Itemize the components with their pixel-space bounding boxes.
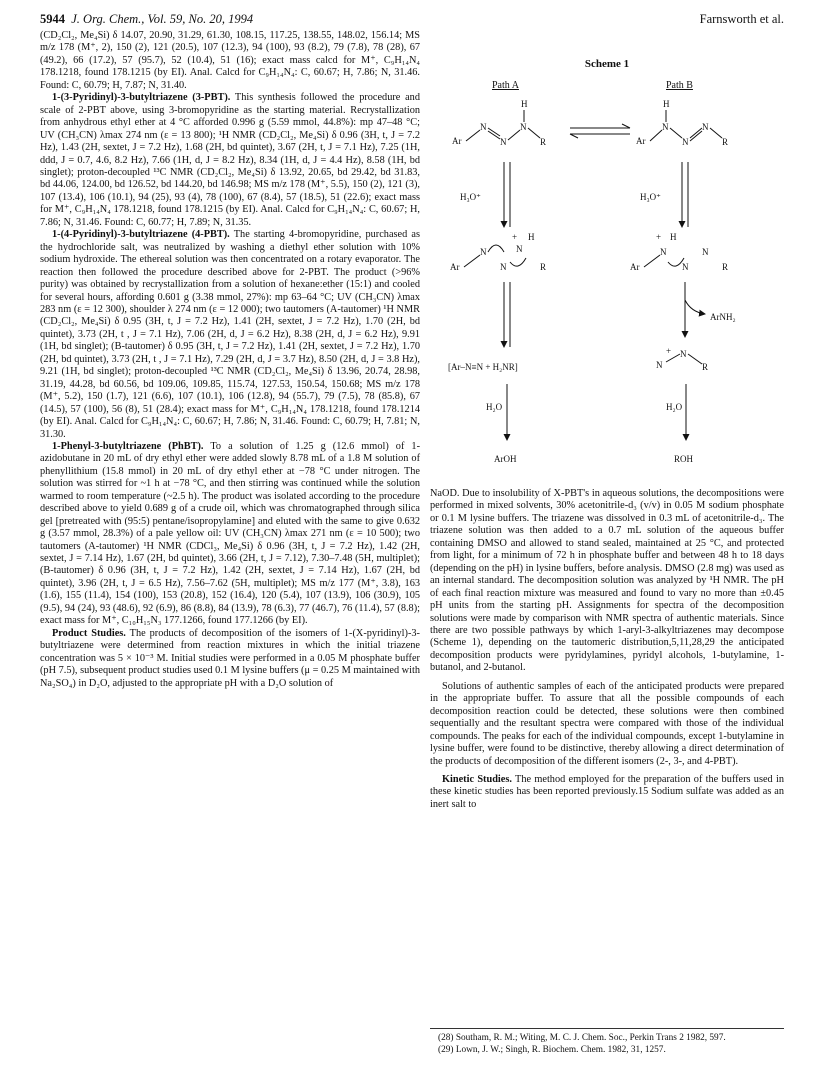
paragraph: Product Studies. The products of decomposition of the isomers of 1-(X-pyridinyl)-3-butyltriazene were determined from reaction mixtures in which the initial triazene concentration was 5 × 10⁻³ M. Initial studies were performed in a 0.05 M phosphate buffer (pH 7.5), subsequent product studies used 0.1 M lysine buffers (μ = 0.25 M maintained with Na₂SO₄) in D₂O, adjusted to the appropriate pH with a D₂O solution of — [40, 627, 420, 689]
svg-text:H: H — [663, 99, 670, 109]
svg-text:R: R — [722, 262, 729, 272]
svg-text:H: H — [670, 232, 677, 242]
svg-text:+: + — [512, 232, 518, 242]
path-b-label: Path B — [666, 80, 693, 91]
product-aroh: ArOH — [494, 454, 517, 464]
page-number: 5944 — [40, 12, 65, 26]
svg-text:N: N — [680, 349, 687, 359]
product-roh: ROH — [674, 454, 694, 464]
svg-text:N: N — [702, 247, 709, 257]
header-authors: Farnsworth et al. — [699, 12, 784, 26]
svg-text:N: N — [500, 262, 507, 272]
svg-text:H: H — [521, 99, 528, 109]
header-left — [40, 12, 253, 27]
svg-text:+: + — [666, 346, 672, 356]
svg-text:N: N — [520, 122, 527, 132]
journal-citation: J. Org. Chem., Vol. 59, No. 20, 1994 — [71, 12, 254, 26]
svg-text:R: R — [702, 362, 709, 372]
diazonium-a: [Ar–N≡N + H₂NR] — [448, 362, 518, 372]
section-heading: Kinetic Studies. — [442, 773, 512, 785]
svg-text:N: N — [682, 137, 689, 147]
protonated-intermediate-a — [450, 232, 546, 272]
svg-text:H: H — [528, 232, 535, 242]
h2o-label-a: H₂O — [486, 402, 503, 412]
paragraph: 1-(4-Pyridinyl)-3-butyltriazene (4-PBT). The starting 4-bromopyridine, purchased as the hydrochloride salt, was neutralized by washing a diethyl ether solution with 10% sodium hydroxide. The ethereal solution was then concentrated on a rotary evaporator. The reaction then followed the procedure described above for 2-PBT. The product (>96% purity) was obtained by recrystallization from a solution of hexane:ether (15:1) and cooled for several hours, affording 0.601 g (3.38 mmol, 27%): mp 63–64 °C; UV (CH₃CN) λmax 283 nm (ε = 12 300), shoulder λ 274 nm (ε = 12 000); two tautomers (A-tautomer) ¹H NMR (CD₂Cl₂, Me₄Si) δ 0.95 (3H, t, J = 7.2 Hz), 1.41 (2H, sextet, J = 7.2 Hz), 1.70 (2H, bd quintet), 3.73 (2H, t , J = 7.1 Hz), 7.06 (2H, d, J = 6.2 Hz), 8.38 (2H, d, J = 6.2 Hz), 9.91 (1H, bd singlet); (B-tautomer) δ 0.95 (3H, t, J = 7.2 Hz), 1.41 (2H, sextet, J = 7.2 Hz), 1.70 (2H, bd quintet), 3.73 (2H, t , J = 7.1 Hz), 7.29 (2H, d, J = 3.7 Hz), 8.50 (2H, d, J = 3.8 Hz), 9.21 (1H, bd singlet); proton-decoupled ¹³C NMR (CD₂Cl₂, Me₄Si) δ 13.96, 20.74, 28.98, 31.19, 44.28, bd 60.56, bd 109.06, 109.85, 115.74, 127.53, 150.54, 150.68; MS m/z 178 (M⁺, 5.2), 150 (1.7), 121 (6.6), 107 (10.1), 106 (12.8), 94 (55.7), 79 (7.5), 78 (85.8), 67 (14.5), 57 (100), 56 (8), 51 (28.4); exact mass for M⁺, C₉H₁₄N₄ 178.1218, found 178.1214 (by EI). Anal. Calcd for C₉H₁₄N₄: C, 60.67; H, 7.86; N, 31.46. Found: C, 60.79; H, 7.81; N, 31.30. — [40, 229, 420, 440]
svg-text:Ar: Ar — [450, 262, 460, 272]
scheme-1-figure — [430, 58, 784, 478]
svg-text:Ar: Ar — [630, 262, 640, 272]
reference-29: (29) Lown, J. W.; Singh, R. Biochem. Chem. 1982, 31, 1257. — [438, 1044, 666, 1055]
svg-text:N: N — [662, 122, 669, 132]
scheme-diagram — [430, 72, 784, 477]
tautomer-a — [452, 99, 546, 147]
svg-text:N: N — [660, 247, 667, 257]
svg-text:N: N — [516, 244, 523, 254]
svg-text:N: N — [480, 122, 487, 132]
reference-28: (28) Southam, R. M.; Witing, M. C. J. Chem. Soc., Perkin Trans 2 1982, 597. — [438, 1033, 726, 1043]
svg-text:Ar: Ar — [636, 136, 646, 146]
paragraph: 1-(3-Pyridinyl)-3-butyltriazene (3-PBT). This synthesis followed the procedure and scale of 2-PBT above, using 3-bromopyridine as the starting material. Recrystallization from anhydrous ethyl ether at 4 °C afforded 0.996 g (5.59 mmol, 44.8%): mp 47–48 °C; UV (CH₃CN) λmax 274 nm (ε = 13 800); ¹H NMR (CD₂Cl₂, Me₄Si) δ 0.96 (3H, t, J = 7.2 Hz), 1.43 (2H, sextet, J = 7.2 Hz), 1.68 (2H, bd quintet), 3.67 (2H, t, J = 7.1 Hz), 7.25 (1H, ddd, J = 0.7, 4.6, 8.2 Hz), 7.66 (1H, d, J = 8.2 Hz), 8.34 (1H, d, J = 4.4 Hz), 8.58 (1H, bd singlet); proton-decoupled ¹³C NMR (CD₂Cl₂, Me₄Si) δ 13.92, 20.65, bd 29.42, bd 31.83, bd 44.06, 124.00, bd 126.52, bd 144.20, bd 146.98; MS m/z 178 (M⁺, 5.5), 150 (2), 121 (3), 107 (13.4), 106 (10.1), 94 (25), 93 (4), 78 (100), 67 (8.4), 57 (18.5), 51 (22.6); exact mass for M⁺, C₉H₁₄N₄ 178.1218, found 178.1215 (by EI). Anal. Calcd for C₉H₁₄N₄: C, 60.67; H, 7.86; N, 31.46. Found: C, 60.77; H, 7.89; N, 31.35. — [40, 92, 420, 228]
footnote-references — [430, 1028, 784, 1056]
svg-text:N: N — [682, 262, 689, 272]
path-a-label: Path A — [492, 80, 519, 91]
paragraph: Solutions of authentic samples of each of the anticipated products were prepared in the appropriate buffer. To assure that all the possible compounds of each decomposition reaction could be detected, these solutions were then combined sequentially and the resultant spectra were compared with those of the individual compounds. The peaks for each of the individual compounds, except 1-butylamine in lysine buffer, were found to be distinctive, thereby allowing a direct determination of the products of decomposition of the different isomers (2-, 3-, and 4-PBT). — [430, 680, 784, 767]
svg-text:N: N — [500, 137, 507, 147]
svg-text:R: R — [540, 262, 547, 272]
scheme-title: Scheme 1 — [584, 58, 630, 70]
h2o-label-b: H₂O — [666, 402, 683, 412]
arnh2-label: ArNH₂ — [710, 312, 736, 322]
svg-text:N: N — [702, 122, 709, 132]
paragraph: NaOD. Due to insolubility of X-PBT's in aqueous solutions, the decompositions were performed in mixed solvents, 30% acetonitrile-d₃ (v/v) in 0.05 M sodium phosphate or 0.1 M lysine buffers. The triazene was dissolved in 0.3 mL of acetonitrile-d₃. The triazene solution was then added to a 0.7 mL solution of the aqueous buffer containing DMSO and allowed to stand sealed, maintained at 25 °C, and protected from light, for a minimum of 72 h in phosphate buffer and between 48 h to 18 days (depending on the pH) in lysine buffers, before analysis. DMSO (2.8 mg) was used as an internal standard. The decomposition solution was analyzed by ¹H NMR. The pH of each final reaction mixture was measured and found to vary no more than ±0.45 pH units from the starting pH. Assignments for spectra of the decomposition solutions were made by comparison with NMR spectra of authentic materials. Since there are two possible pathways by which 1-aryl-3-alkyltriazenes may decompose (Scheme 1), depending on the tautomeric distribution,5,11,28,29 the anticipated decomposition products were pyridylamines, pyridyl alcohols, 1-butylamine, 1-butanol, and 2-butanol. — [430, 488, 784, 674]
paragraph: (CD₂Cl₂, Me₄Si) δ 14.07, 20.90, 31.29, 61.30, 108.15, 117.25, 138.55, 148.02, 156.14; MS m/z 178 (M⁺, 2), 150 (2), 121 (20.5), 107 (12.3), 94 (100), 93 (8.2), 79 (7.8), 78 (28), 67 (49.2), 66 (17.2), 57 (95.7), 52 (10.4), 51 (16); exact mass calcd for M⁺, C₉H₁₄N₄ 178.1218, found 178.1215 (by EI). Anal. Calcd for C₉H₁₄N₄: C, 60.67; H, 7.86; N, 31.46. Found: C, 60.79; H, 7.87; N, 31.40. — [40, 30, 420, 91]
section-heading: Product Studies. — [52, 627, 126, 639]
svg-text:+: + — [656, 232, 662, 242]
section-heading: 1-(4-Pyridinyl)-3-butyltriazene (4-PBT). — [52, 229, 230, 241]
h3o-label-a: H₃O⁺ — [460, 192, 481, 202]
page-header — [40, 12, 784, 32]
section-heading: 1-Phenyl-3-butyltriazene (PhBT). — [52, 440, 204, 452]
svg-text:Ar: Ar — [452, 136, 462, 146]
paragraph: 1-Phenyl-3-butyltriazene (PhBT). To a solution of 1.25 g (12.6 mmol) of 1-azidobutane in 20 mL of dry ethyl ether were added slowly 8.78 mL of a 1.8 M solution of phenyllithium (15.8 mmol) in 20 mL of dry ethyl ether at −78 °C under nitrogen. The solution was stirred for ~1 h at −78 °C, and then stirring was continued while the solution warmed to room temperature (~2.5 h). The product was isolated according to the procedure described above to yield 0.689 g of a crude oil, which was chromatographed through silica gel [pretreated with (95:5) pentane/isopropylamine] and eluted with the same to give 0.632 g (3.57 mmol, 28.3%) of a pale yellow oil: UV (CH₃CN) λmax 271 nm (ε = 10 500); two tautomers (A-tautomer) ¹H NMR (CDCl₃, Me₄Si) δ 0.96 (3H, t, J = 7.2 Hz), 1.42 (2H, sextet, J = 7.14 Hz), 1.67 (2H, bd quintet), 3.66 (2H, t, J = 7.12), 7.30–7.48 (5H, multiplet); (B-tautomer) δ 0.96 (3H, t, J = 7.2 Hz), 1.42 (2H, sextet, J = 7.14 Hz), 1.67 (2H, bd quintet), 3.96 (2H, t, J = 6.5 Hz), 7.56–7.62 (5H, multiplet); MS m/z 177 (M⁺, 3.8), 163 (1.6), 155 (11.4), 154 (100), 153 (20.8), 152 (16.4), 120 (5.4), 107 (13.9), 106 (30.9), 105 (9.5), 94 (24), 93 (48.6), 92 (6.9), 86 (8.8), 84 (13.9), 78 (6.3), 77 (46.7), 76 (11.4), 57 (8.8); exact mass for M⁺, C₁₀H₁₅N₃ 177.1266, found 177.1266 (by EI). — [40, 440, 420, 627]
section-heading: 1-(3-Pyridinyl)-3-butyltriazene (3-PBT). — [52, 92, 231, 104]
left-column — [40, 30, 420, 690]
svg-text:R: R — [722, 137, 729, 147]
h3o-label-b: H₃O⁺ — [640, 192, 661, 202]
diazonium-b-n: N — [656, 360, 663, 370]
right-column — [430, 488, 784, 811]
protonated-intermediate-b — [630, 232, 728, 272]
svg-text:N: N — [480, 247, 487, 257]
paragraph: Kinetic Studies. The method employed for the preparation of the buffers used in these kinetic studies has been reported previously.15 Sodium sulfate was added as an inert salt to — [430, 773, 784, 810]
svg-text:R: R — [540, 137, 547, 147]
equilibrium-arrows — [570, 124, 630, 138]
tautomer-b — [636, 99, 728, 147]
